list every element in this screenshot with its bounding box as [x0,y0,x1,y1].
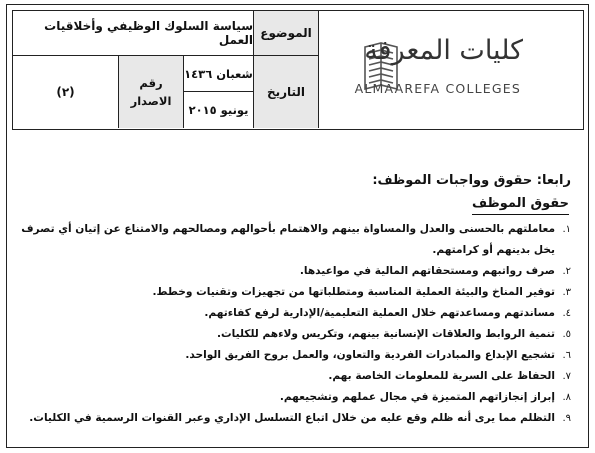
logo-arabic-text: كليات المعرفة [364,35,523,66]
document-header-table [12,10,584,130]
section-title: رابعا: حقوق وواجبات الموظف: [372,173,571,188]
list-item [21,282,569,303]
list-item [21,324,569,345]
list-item-number: ٤. [562,308,571,319]
section-subtitle: حقوق الموظف [472,195,569,215]
list-item [21,219,569,261]
list-item-text: مساندتهم ومساعدتهم خلال العملية التعليمية/الإدارية لرفع كفاءتهم. [204,307,555,319]
list-item [21,303,569,324]
list-item [21,387,569,408]
date-label: التاريخ [253,56,318,128]
list-item [21,261,569,282]
logo-english-text: ALMAAREFA COLLEGES [354,81,521,96]
list-item-number: ٨. [562,392,571,403]
subject-value: سياسة السلوك الوظيفي وأخلاقيات العمل [13,11,253,56]
list-item-text: الحفاظ على السرية للمعلومات الخاصة بهم. [328,370,555,382]
list-item [21,345,569,366]
list-item-text: تشجيع الإبداع والمبادرات الفردية والتعاون، والعمل بروح الفريق الواحد. [185,349,555,361]
logo-cell [318,11,583,128]
list-item-number: ٣. [562,287,571,298]
issue-label [118,56,183,128]
list-item-text: تنمية الروابط والعلاقات الإنسانية بينهم، وتكريس ولاءهم للكليات. [217,328,555,340]
subject-label: الموضوع [253,11,318,56]
list-item-text: التظلم مما يرى أنه ظلم وقع عليه من خلال اتباع التسلسل الإداري وعبر القنوات الرسمية في الكليات. [29,412,555,424]
list-item-text: توفير المناخ والبيئة العملية المناسبة ومتطلباتها من تجهيزات وتقنيات وخطط. [152,286,555,298]
list-item-number: ٥. [562,329,571,340]
list-item [21,408,569,429]
rights-list [21,219,581,429]
document-body [21,172,581,429]
issue-label-line-2: الاصدار [130,94,172,108]
list-item-number: ٦. [562,350,571,361]
list-item [21,366,569,387]
issue-label-line-1: رقم [139,76,163,90]
list-item-number: ١. [562,224,571,235]
list-item-number: ٢. [562,266,571,277]
date-hijri: شعبان ١٤٣٦ [183,56,253,92]
list-item-number: ٩. [562,413,571,424]
list-item-text: صرف رواتبهم ومستحقاتهم المالية في مواعيدها. [299,265,555,277]
issue-number: (٢) [56,85,75,99]
date-gregorian: يونيو ٢٠١٥ [183,92,253,128]
list-item-number: ٧. [562,371,571,382]
list-item-text: إبراز إنجازاتهم المتميزة في مجال عملهم وتشجيعهم. [279,391,555,403]
list-item-text: معاملتهم بالحسنى والعدل والمساواة بينهم والاهتمام بأحوالهم ومصالحهم والامتناع عن إتيان أي تصرف يخل بدينهم أو كرامتهم. [21,223,555,256]
